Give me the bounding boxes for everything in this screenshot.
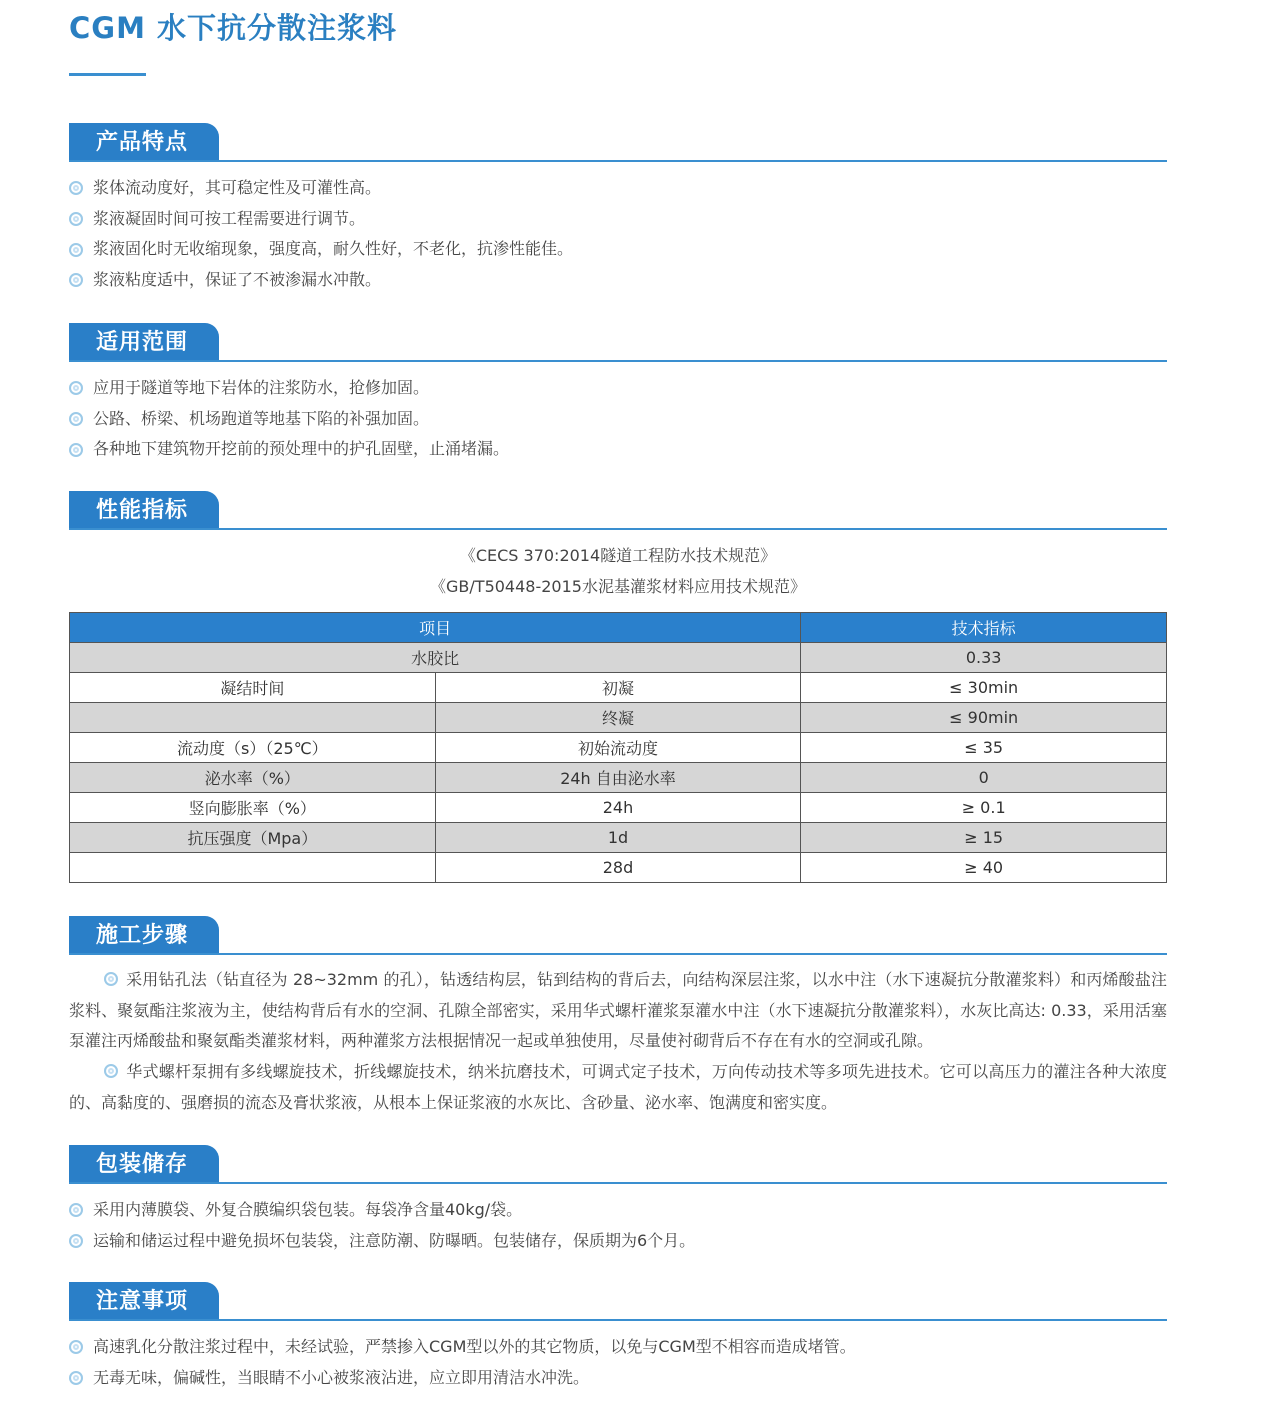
table-row — [70, 733, 1167, 763]
performance-table — [69, 612, 1167, 883]
table-cell: 0 — [801, 763, 1167, 793]
circle-bullet-icon — [69, 273, 83, 287]
table-cell: 水胶比 — [70, 643, 801, 673]
circle-bullet-icon — [69, 1234, 83, 1248]
list-item: 采用内薄膜袋、外复合膜编织袋包装。每袋净含量40kg/袋。 — [69, 1195, 1167, 1226]
table-cell: ≤ 90min — [801, 703, 1167, 733]
section-heading: 施工步骤 — [69, 916, 219, 954]
table-cell: 竖向膨胀率（%） — [70, 793, 436, 823]
table-row — [70, 823, 1167, 853]
table-cell: 泌水率（%） — [70, 763, 436, 793]
table-cell: 28d — [435, 853, 801, 883]
circle-bullet-icon — [69, 443, 83, 457]
section-heading: 产品特点 — [69, 123, 219, 161]
list-item: 运输和储运过程中避免损坏包装袋，注意防潮、防曝晒。包装储存，保质期为6个月。 — [69, 1226, 1167, 1257]
table-row — [70, 763, 1167, 793]
list-item: 浆液粘度适中，保证了不被渗漏水冲散。 — [69, 265, 1167, 296]
section-packaging — [69, 1145, 1167, 1256]
table-cell — [70, 703, 436, 733]
circle-bullet-icon — [69, 1203, 83, 1217]
table-row — [70, 643, 1167, 673]
section-heading: 注意事项 — [69, 1282, 219, 1320]
divider — [69, 360, 1167, 362]
table-header: 技术指标 — [801, 613, 1167, 643]
divider — [69, 1319, 1167, 1321]
list-item: 各种地下建筑物开挖前的预处理中的护孔固壁，止涌堵漏。 — [69, 434, 1167, 465]
table-cell: ≥ 0.1 — [801, 793, 1167, 823]
list-item: 无毒无味，偏碱性，当眼睛不小心被浆液沾进，应立即用清洁水冲洗。 — [69, 1363, 1167, 1394]
table-cell: 24h 自由泌水率 — [435, 763, 801, 793]
standard-reference: 《CECS 370:2014隧道工程防水技术规范》 — [459, 546, 777, 565]
circle-bullet-icon — [69, 181, 83, 195]
divider — [69, 1182, 1167, 1184]
list-item: 浆液固化时无收缩现象，强度高，耐久性好，不老化，抗渗性能佳。 — [69, 234, 1167, 265]
section-heading: 性能指标 — [69, 491, 219, 529]
list-item: 高速乳化分散注浆过程中，未经试验，严禁掺入CGM型以外的其它物质，以免与CGM型不相容而造成堵管。 — [69, 1332, 1167, 1363]
table-cell: ≥ 15 — [801, 823, 1167, 853]
section-features — [69, 123, 1167, 296]
table-cell: ≤ 30min — [801, 673, 1167, 703]
section-scope — [69, 323, 1167, 465]
table-cell: 1d — [435, 823, 801, 853]
table-cell: 凝结时间 — [70, 673, 436, 703]
list-item: 浆体流动度好，其可稳定性及可灌性高。 — [69, 173, 1167, 204]
table-cell: ≥ 40 — [801, 853, 1167, 883]
section-heading: 包装储存 — [69, 1145, 219, 1183]
table-row — [70, 853, 1167, 883]
table-cell: 流动度（s）（25℃） — [70, 733, 436, 763]
paragraph: 采用钻孔法（钻直径为 28~32mm 的孔），钻透结构层，钻到结构的背后去，向结构深层注浆，以水中注（水下速凝抗分散灌浆料）和丙烯酸盐注浆料、聚氨酯注浆液为主，使结构背后有水的空洞、孔隙全部密实，采用华式螺杆灌浆泵灌水中注（水下速凝抗分散灌浆料），水灰比高达: 0.33，采用活塞泵灌注丙烯酸盐和聚氨酯类灌浆材料，两种灌浆方法根据情况一起或单独使用，尽量使衬砌背后不存在有水的空洞或孔隙。 — [69, 970, 1167, 1051]
section-performance — [69, 491, 1167, 883]
standard-reference: 《GB/T50448-2015水泥基灌浆材料应用技术规范》 — [430, 577, 806, 596]
table-cell: 终凝 — [435, 703, 801, 733]
table-row — [70, 703, 1167, 733]
table-cell: 0.33 — [801, 643, 1167, 673]
section-heading: 适用范围 — [69, 323, 219, 361]
table-cell: 初凝 — [435, 673, 801, 703]
table-header: 项目 — [70, 613, 801, 643]
circle-bullet-icon — [69, 1340, 83, 1354]
circle-bullet-icon — [104, 1064, 118, 1078]
title-underline — [69, 73, 146, 76]
circle-bullet-icon — [69, 212, 83, 226]
table-cell — [70, 853, 436, 883]
table-row — [70, 673, 1167, 703]
table-row — [70, 793, 1167, 823]
circle-bullet-icon — [69, 381, 83, 395]
table-cell: 24h — [435, 793, 801, 823]
circle-bullet-icon — [69, 243, 83, 257]
table-cell: 初始流动度 — [435, 733, 801, 763]
table-cell: 抗压强度（Mpa） — [70, 823, 436, 853]
table-cell: ≤ 35 — [801, 733, 1167, 763]
paragraph: 华式螺杆泵拥有多线螺旋技术，折线螺旋技术，纳米抗磨技术，可调式定子技术，万向传动技术等多项先进技术。它可以高压力的灌注各种大浓度的、高黏度的、强磨损的流态及膏状浆液，从根本上保证浆液的水灰比、含砂量、泌水率、饱满度和密实度。 — [69, 1062, 1167, 1112]
list-item: 应用于隧道等地下岩体的注浆防水，抢修加固。 — [69, 373, 1167, 404]
circle-bullet-icon — [69, 1371, 83, 1385]
divider — [69, 160, 1167, 162]
circle-bullet-icon — [69, 412, 83, 426]
section-construction — [69, 916, 1167, 1119]
page-title: CGM 水下抗分散注浆料 — [69, 11, 398, 45]
circle-bullet-icon — [104, 972, 118, 986]
list-item: 浆液凝固时间可按工程需要进行调节。 — [69, 204, 1167, 235]
divider — [69, 528, 1167, 530]
list-item: 公路、桥梁、机场跑道等地基下陷的补强加固。 — [69, 404, 1167, 435]
section-notes — [69, 1282, 1167, 1393]
divider — [69, 953, 1167, 955]
